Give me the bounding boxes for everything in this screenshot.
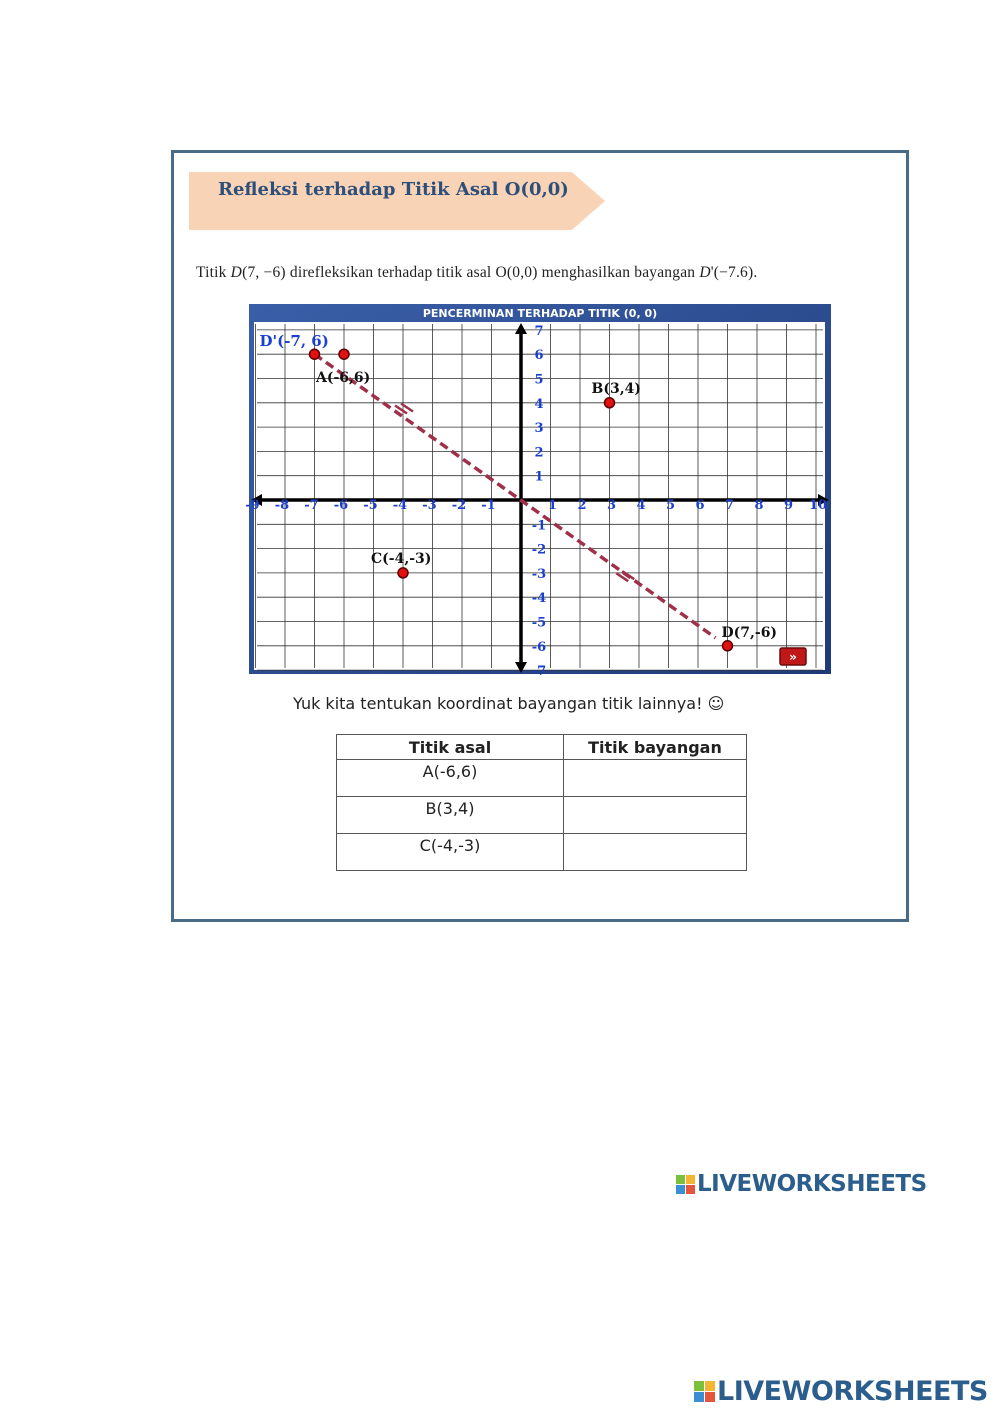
x-tick-label: 1 (547, 498, 558, 513)
point-label: D(7,-6) (721, 624, 778, 641)
point-label: A(-6,6) (316, 370, 371, 387)
answer-table (336, 734, 747, 871)
table-row (337, 834, 747, 871)
x-tick-label: -1 (481, 498, 496, 513)
x-tick-label: -5 (363, 498, 378, 513)
liveworksheets-logo-footer (694, 1376, 988, 1407)
point-label: B(3,4) (591, 380, 641, 397)
table-header-row (337, 735, 747, 760)
x-tick-label: -2 (451, 498, 467, 513)
point-marker (310, 349, 320, 359)
reflection-graph (245, 304, 831, 680)
x-tick-label: -6 (333, 498, 349, 513)
y-tick-label: -3 (531, 566, 547, 582)
x-tick-label: 10 (808, 498, 828, 513)
header-titik-asal: Titik asal (337, 735, 564, 760)
x-tick-label: -7 (304, 498, 319, 513)
x-tick-label: 8 (754, 498, 764, 513)
y-tick-label: 3 (534, 421, 544, 437)
x-tick-label: 6 (695, 498, 705, 513)
x-tick-label: 3 (606, 498, 617, 513)
table-row (337, 760, 747, 797)
x-tick-label: -8 (274, 498, 290, 513)
x-tick-label: -4 (392, 498, 408, 513)
x-tick-label: -9 (245, 498, 260, 513)
instruction-text: Yuk kita tentukan koordinat bayangan titik lainnya! ☺ (293, 694, 725, 713)
point-label: C(-4,-3) (371, 550, 432, 567)
logo-mark-icon (676, 1175, 695, 1194)
logo-text: LIVEWORKSHEETS (717, 1376, 988, 1407)
point-marker (605, 398, 615, 408)
intro-part3: '(−7.6). (710, 264, 758, 281)
next-button[interactable] (780, 648, 806, 665)
point-marker (339, 349, 349, 359)
x-tick-label: 9 (783, 498, 794, 513)
y-tick-label: -4 (531, 591, 547, 607)
y-tick-label: -1 (531, 518, 547, 534)
asal-cell: B(3,4) (337, 797, 564, 834)
logo-mark-icon (694, 1381, 715, 1402)
intro-part1: Titik (196, 264, 231, 281)
y-tick-label: 5 (534, 372, 544, 388)
intro-text (196, 264, 757, 282)
y-tick-label: 4 (534, 396, 544, 412)
bayangan-answer-cell[interactable] (564, 797, 747, 834)
x-tick-label: 2 (577, 498, 587, 513)
banner-title: Refleksi terhadap Titik Asal O(0,0) (218, 179, 569, 200)
x-tick-label: 7 (724, 498, 735, 513)
intro-image-point: D (699, 264, 711, 281)
point-marker (398, 568, 408, 578)
x-tick-label: 5 (665, 498, 676, 513)
intro-part2: (7, −6) direfleksikan terhadap titik asal O(0,0) menghasilkan bayangan (242, 264, 700, 281)
bayangan-answer-cell[interactable] (564, 760, 747, 797)
y-tick-label: 2 (534, 445, 544, 461)
intro-point: D (230, 264, 243, 281)
x-tick-label: -3 (422, 498, 437, 513)
point-label: D'(-7, 6) (259, 332, 329, 351)
next-button-label: » (789, 650, 797, 664)
asal-cell: C(-4,-3) (337, 834, 564, 871)
header-titik-bayangan: Titik bayangan (564, 735, 747, 760)
y-tick-label: 6 (534, 348, 544, 364)
y-tick-label: 7 (534, 323, 544, 339)
y-tick-label: -7 (531, 664, 547, 680)
bayangan-answer-cell[interactable] (564, 834, 747, 871)
x-tick-label: 4 (636, 498, 646, 513)
logo-text: LIVEWORKSHEETS (697, 1171, 927, 1197)
y-tick-label: -6 (531, 639, 547, 655)
table-row (337, 797, 747, 834)
liveworksheets-logo (676, 1171, 927, 1197)
asal-cell: A(-6,6) (337, 760, 564, 797)
y-tick-label: -2 (531, 542, 547, 558)
y-tick-label: -5 (531, 615, 547, 631)
y-tick-label: 1 (534, 469, 544, 485)
graph-title: PENCERMINAN TERHADAP TITIK (0, 0) (422, 307, 658, 320)
point-marker (723, 641, 733, 651)
